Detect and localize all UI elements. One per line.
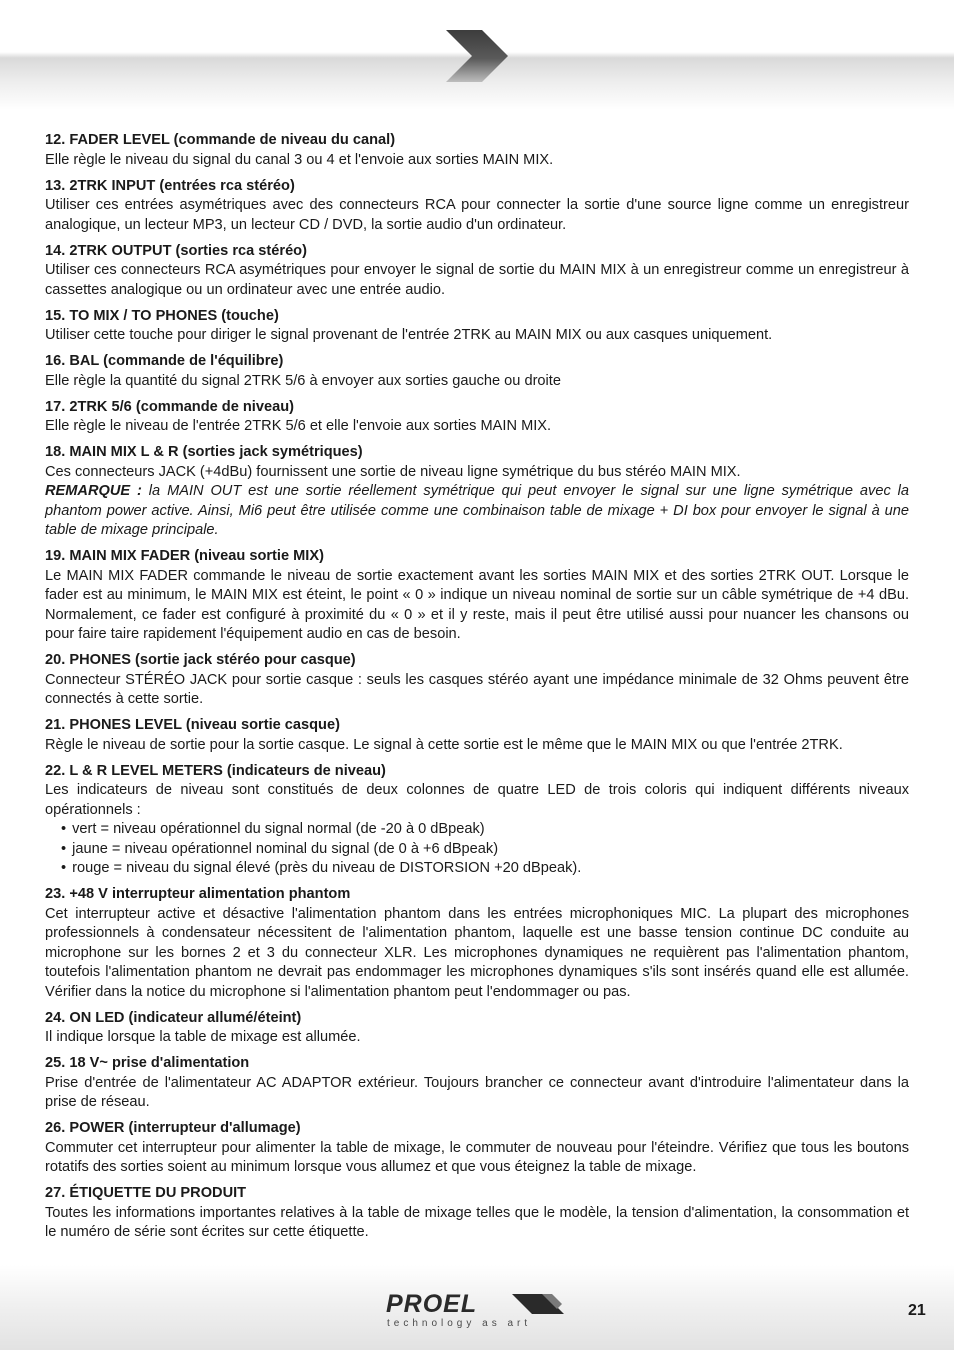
list-item: • jaune = niveau opérationnel nominal du signal (de 0 à +6 dBpeak): [61, 840, 909, 860]
section-text: Il indique lorsque la table de mixage est allumée.: [45, 1029, 361, 1045]
section-text: Elle règle le niveau de l'entrée 2TRK 5/6 et elle l'envoie aux sorties MAIN MIX.: [45, 418, 552, 434]
section-title: 13. 2TRK INPUT (entrées rca stéréo): [45, 177, 295, 194]
section-text: Utiliser ces entrées asymétriques avec des connecteurs RCA pour connecter la sortie d'une source ligne comme un enregistreur analogique, un lecteur MP3, un lecteur CD / DVD, la sortie audio d'un ordinateur.: [45, 197, 909, 233]
section-23: [45, 885, 909, 1002]
section-17: [45, 398, 909, 437]
section-text: Utiliser cette touche pour diriger le signal provenant de l'entrée 2TRK au MAIN MIX ou aux casques uniquement.: [45, 327, 773, 343]
section-title: 23. +48 V interrupteur alimentation phantom: [45, 886, 351, 902]
section-title: 20. PHONES (sortie jack stéréo pour casque): [45, 652, 356, 668]
section-24: [45, 1009, 909, 1048]
remark-label: REMARQUE :: [45, 483, 142, 499]
section-20: [45, 651, 909, 710]
section-text: Connecteur STÉRÉO JACK pour sortie casque : seuls les casques stéréo ayant une impédance minimale de 32 Ohms peuvent être connectés à cette sortie.: [45, 671, 909, 707]
section-title: 14. 2TRK OUTPUT (sorties rca stéréo): [45, 242, 307, 259]
proel-logo: [386, 1291, 570, 1333]
section-text: Ces connecteurs JACK (+4dBu) fournissent une sortie de niveau ligne symétrique du bus stéréo MAIN MIX.: [45, 463, 741, 480]
section-title: 24. ON LED (indicateur allumé/éteint): [45, 1009, 302, 1026]
section-title: 19. MAIN MIX FADER (niveau sortie MIX): [45, 548, 324, 564]
document-body: [45, 131, 909, 1249]
section-14: [45, 242, 909, 301]
section-26: [45, 1119, 909, 1178]
section-text: Utiliser ces connecteurs RCA asymétriques pour envoyer le signal de sortie du MAIN MIX à un enregistreur comme un enregistreur à cassettes analogique ou un ordinateur avec une entrée audio.: [45, 262, 909, 298]
section-text: Les indicateurs de niveau sont constitués de deux colonnes de quatre LED de trois coloris qui indiquent différents niveaux opérationnels :: [45, 782, 909, 818]
section-title: 17. 2TRK 5/6 (commande de niveau): [45, 398, 294, 415]
list-item: • rouge = niveau du signal élevé (près du niveau de DISTORSION +20 dBpeak).: [61, 859, 909, 879]
section-21: [45, 716, 909, 755]
list-item: • vert = niveau opérationnel du signal normal (de -20 à 0 dBpeak): [61, 820, 909, 840]
section-title: 21. PHONES LEVEL (niveau sortie casque): [45, 717, 340, 733]
section-text: Commuter cet interrupteur pour alimenter la table de mixage, le commuter de nouveau pour l'éteindre. Vérifiez que tous les boutons rotatifs des sorties soient au minimum lorsque vous allumez et que vous éteignez la table de mixage.: [45, 1139, 909, 1175]
section-title: 25. 18 V~ prise d'alimentation: [45, 1055, 250, 1071]
logo-tagline: technology as art: [387, 1318, 532, 1329]
section-27: [45, 1184, 909, 1243]
section-25: [45, 1054, 909, 1113]
section-text: Cet interrupteur active et désactive l'alimentation phantom dans les entrées microphoniques MIC. La plupart des microphones professionnels à condensateur nécessitent de l'alimentation phantom, laquelle est une basse tension continue DC conduite au microphone sur les bornes 2 et 3 du connecteur XLR. Les microphones dynamiques ne requièrent pas l'alimentation phantom, toutefois l'alimentation phantom ne devrait pas endommager les microphones dynamiques s'ils sont insérés quand elle est allumée. Vérifier dans la notice du microphone si l'alimentation phantom peut l'endommager ou pas.: [45, 905, 909, 1000]
section-18: [45, 443, 909, 541]
section-text: Le MAIN MIX FADER commande le niveau de sortie exactement avant les sorties MAIN MIX et des sorties 2TRK OUT. Lorsque le fader est au minimum, le MAIN MIX est éteint, le point « 0 » indique un niveau nominal de sortie sur un câble symétrique de +4 dBu. Normalement, ce fader est configuré à proximité du « 0 » et il y reste, mais il peut être utilisé aussi pour nuancer les chansons ou pour faire taire rapidement l'équipement audio en cas de besoin.: [45, 567, 909, 642]
section-title: 15. TO MIX / TO PHONES (touche): [45, 307, 279, 324]
section-15: [45, 307, 909, 346]
section-title: 12. FADER LEVEL (commande de niveau du canal): [45, 132, 396, 148]
section-22: [45, 762, 909, 879]
section-title: 22. L & R LEVEL METERS (indicateurs de niveau): [45, 762, 386, 779]
section-title: 18. MAIN MIX L & R (sorties jack symétriques): [45, 444, 363, 460]
chevron-right-icon: [442, 28, 510, 84]
section-text: Règle le niveau de sortie pour la sortie casque. Le signal à cette sortie est le même que le MAIN MIX ou que l'entrée 2TRK.: [45, 736, 843, 753]
section-text: Prise d'entrée de l'alimentateur AC ADAPTOR extérieur. Toujours brancher ce connecteur avant d'introduire l'alimentateur dans la prise de réseau.: [45, 1074, 909, 1110]
logo-chevron-icon: [512, 1294, 566, 1316]
page-number: 21: [908, 1302, 926, 1319]
section-text: Elle règle la quantité du signal 2TRK 5/6 à envoyer aux sorties gauche ou droite: [45, 372, 561, 389]
section-12: [45, 131, 909, 170]
logo-wordmark: PROEL: [386, 1290, 478, 1318]
section-text: Toutes les informations importantes relatives à la table de mixage telles que le modèle, la tension d'alimentation, la consommation et le numéro de série sont écrites sur cette étiquette.: [45, 1204, 909, 1240]
section-text: Elle règle le niveau du signal du canal 3 ou 4 et l'envoie aux sorties MAIN MIX.: [45, 151, 554, 168]
section-19: [45, 547, 909, 645]
section-title: 27. ÉTIQUETTE DU PRODUIT: [45, 1185, 247, 1201]
section-16: [45, 352, 909, 391]
led-color-list: [45, 820, 909, 879]
remark-note: [45, 482, 909, 541]
section-13: [45, 177, 909, 236]
section-title: 26. POWER (interrupteur d'allumage): [45, 1120, 301, 1136]
remark-text: la MAIN OUT est une sortie réellement symétrique qui peut envoyer le signal sur une ligne symétrique avec la phantom power active. Ainsi, Mi6 peut être utilisée comme une combinaison table de mixage + DI box pour envoyer le signal à une table de mixage principale.: [45, 483, 909, 538]
section-title: 16. BAL (commande de l'équilibre): [45, 353, 284, 369]
